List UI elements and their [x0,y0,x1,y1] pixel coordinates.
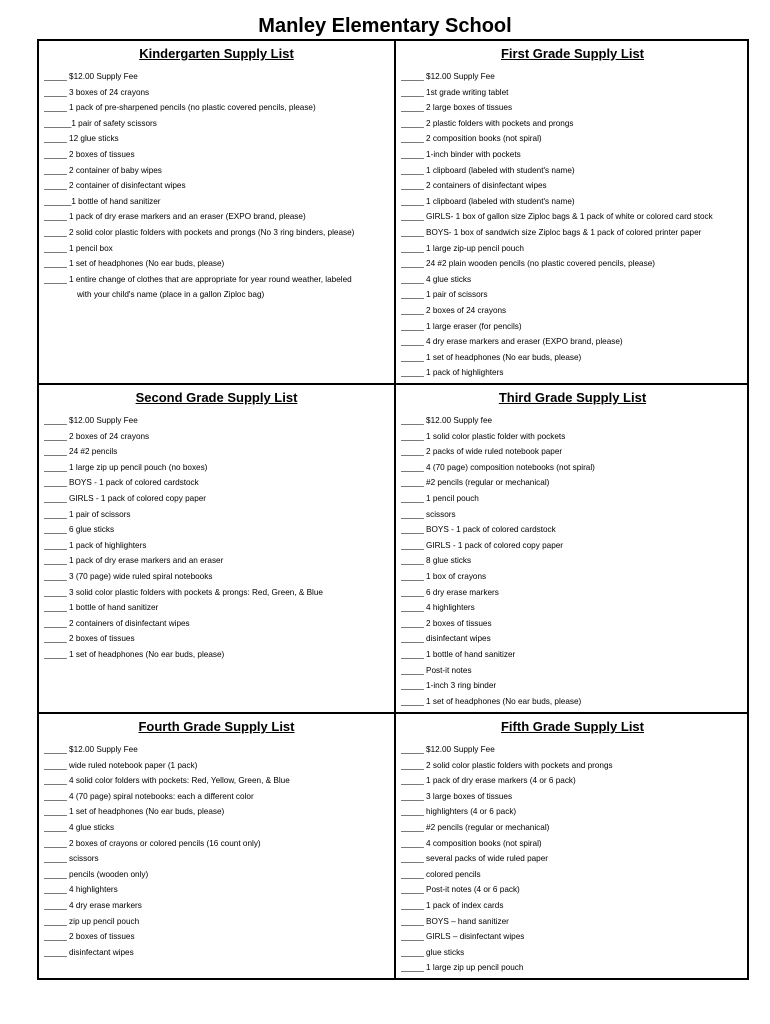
supply-list-grid [37,39,749,980]
page-title: Manley Elementary School [258,15,512,37]
supply-item: _____ $12.00 Supply Fee [44,745,138,754]
supply-item: _____ 3 solid color plastic folders with pockets & prongs: Red, Green, & Blue [44,587,323,597]
supply-item: _____ 1 pencil pouch [401,493,479,503]
supply-item: _____ 1 pack of dry erase markers (4 or 6 pack) [401,776,576,786]
supply-item: _____ $12.00 Supply Fee [44,72,138,81]
supply-item: _____ scissors [401,509,456,519]
supply-item: _____ GIRLS - 1 pack of colored copy paper [401,540,564,550]
supply-item: _____ 1 large eraser (for pencils) [401,321,522,331]
supply-item: _____ GIRLS – disinfectant wipes [401,932,525,942]
supply-item: _____ 2 composition books (not spiral) [401,134,542,144]
supply-item: _____ $12.00 Supply fee [401,416,493,425]
supply-item: _____ 2 container of disinfectant wipes [44,181,186,191]
supply-item: _____ 1 set of headphones (No ear buds, please) [44,259,225,269]
supply-item: _____ 1 set of headphones (No ear buds, please) [401,352,582,362]
supply-item: _____ 3 large boxes of tissues [401,791,513,801]
supply-item: _____ several packs of wide ruled paper [401,854,549,864]
supply-item: _____ 1 large zip up pencil pouch (no boxes) [44,462,208,472]
section-heading: First Grade Supply List [500,46,645,61]
supply-item: _____ 2 boxes of tissues [44,149,135,159]
section-heading: Third Grade Supply List [498,390,647,405]
supply-item: _____ 3 boxes of 24 crayons [44,87,150,97]
supply-item: ______1 bottle of hand sanitizer [44,196,161,206]
supply-item: _____ 1 bottle of hand sanitizer [401,649,516,659]
supply-item: _____ GIRLS- 1 box of gallon size Ziploc bags & 1 pack of white or colored card stock [401,212,713,222]
supply-item: _____ $12.00 Supply Fee [44,416,138,425]
supply-item: _____ BOYS – hand sanitizer [401,916,509,926]
supply-item: _____ 12 glue sticks [44,134,119,144]
supply-item: _____ 4 dry erase markers and eraser (EXPO brand, please) [401,337,623,347]
supply-item: _____ 1 bottle of hand sanitizer [44,603,159,613]
supply-item: _____ colored pencils [401,869,481,879]
supply-item: _____ $12.00 Supply Fee [401,745,495,754]
supply-item: _____ 2 boxes of tissues [44,932,135,942]
supply-item: _____ 2 boxes of crayons or colored pencils (16 count only) [44,838,261,848]
supply-item: _____ highlighters (4 or 6 pack) [401,807,517,817]
fourth-grade-section [39,714,396,978]
supply-item: _____ 1 clipboard (labeled with student's name) [401,165,575,175]
supply-item: _____ 1 large zip up pencil pouch [401,963,524,973]
supply-item: _____ 1 pack of pre-sharpened pencils (no plastic covered pencils, please) [44,103,316,113]
supply-item: _____ 1 set of headphones (No ear buds, please) [44,649,225,659]
supply-item: _____ 4 composition books (not spiral) [401,838,542,848]
supply-item: _____ 1 pack of highlighters [44,540,147,550]
section-heading: Fifth Grade Supply List [500,719,644,734]
supply-item: _____ 4 highlighters [44,885,118,895]
supply-items [396,742,749,976]
supply-item: _____ zip up pencil pouch [44,916,140,926]
supply-item: _____ 1 pack of index cards [401,900,504,910]
section-heading: Fourth Grade Supply List [138,719,295,734]
supply-item: _____ #2 pencils (regular or mechanical) [401,478,550,488]
supply-item: _____ 24 #2 pencils [44,447,118,457]
supply-items [39,742,394,960]
supply-item: _____ 1 pencil box [44,243,113,253]
supply-item: _____ glue sticks [401,947,465,957]
supply-item: _____ pencils (wooden only) [44,869,149,879]
supply-item: _____ 1 set of headphones (No ear buds, please) [44,807,225,817]
section-heading: Kindergarten Supply List [139,46,294,61]
supply-item: _____ 2 boxes of 24 crayons [401,305,507,315]
supply-item: _____ 6 dry erase markers [401,587,499,597]
supply-item: _____ 1 pack of dry erase markers and an eraser [44,556,224,566]
supply-item: _____ 1 pack of highlighters [401,368,504,378]
supply-item: _____ 1st grade writing tablet [401,87,509,97]
fifth-grade-section [396,714,749,978]
supply-item: _____ 1 pair of scissors [401,290,488,300]
supply-item: with your child's name (place in a gallon Ziploc bag) [77,290,265,300]
supply-item: _____ BOYS - 1 pack of colored cardstock [401,525,556,535]
supply-item: _____ 1 solid color plastic folder with pockets [401,431,566,441]
supply-item: _____ 2 large boxes of tissues [401,103,513,113]
supply-item: _____ 1-inch binder with pockets [401,149,521,159]
supply-item: _____ #2 pencils (regular or mechanical) [401,822,550,832]
supply-item: _____ 4 (70 page) spiral notebooks: each a different color [44,791,254,801]
supply-item: _____ 2 solid color plastic folders with pockets and prongs (No 3 ring binders, please) [44,227,355,237]
supply-item: _____ 1 clipboard (labeled with student's name) [401,196,575,206]
supply-item: _____ 2 boxes of 24 crayons [44,431,150,441]
supply-item: _____ 2 container of baby wipes [44,165,162,175]
supply-item: _____ $12.00 Supply Fee [401,72,495,81]
supply-item: _____ 4 glue sticks [401,274,472,284]
supply-item: _____ 2 packs of wide ruled notebook paper [401,447,563,457]
supply-item: _____ Post-it notes (4 or 6 pack) [401,885,520,895]
supply-item: _____ 4 highlighters [401,603,475,613]
supply-item: _____ 2 plastic folders with pockets and prongs [401,118,574,128]
supply-items [39,413,394,663]
supply-item: _____ 6 glue sticks [44,525,115,535]
supply-item: _____ 2 boxes of tissues [44,634,135,644]
supply-item: _____ 1-inch 3 ring binder [401,681,497,691]
supply-item: _____ 24 #2 plain wooden pencils (no plastic covered pencils, please) [401,259,655,269]
supply-item: _____ 2 solid color plastic folders with pockets and prongs [401,760,613,770]
supply-item: _____ 2 boxes of tissues [401,618,492,628]
supply-items [396,413,749,709]
supply-item: _____ disinfectant wipes [44,947,134,957]
first-grade-section [396,41,749,385]
supply-item: _____ BOYS - 1 pack of colored cardstock [44,478,199,488]
third-grade-section [396,385,749,714]
supply-item: _____ 8 glue sticks [401,556,472,566]
supply-item: _____ 2 containers of disinfectant wipes [401,181,547,191]
supply-item: _____ 1 entire change of clothes that are appropriate for year round weather, labeled [44,274,352,284]
supply-items [39,69,394,303]
supply-item: _____ wide ruled notebook paper (1 pack) [44,760,198,770]
supply-item: _____ 4 solid color folders with pockets: Red, Yellow, Green, & Blue [44,776,290,786]
supply-item: _____ 1 box of crayons [401,571,487,581]
supply-item: _____ 3 (70 page) wide ruled spiral notebooks [44,571,213,581]
second-grade-section [39,385,396,714]
kindergarten-section [39,41,396,385]
supply-item: _____ GIRLS - 1 pack of colored copy paper [44,493,207,503]
supply-item: _____ 4 dry erase markers [44,900,142,910]
supply-item: _____ 1 pair of scissors [44,509,131,519]
section-heading: Second Grade Supply List [135,390,298,405]
supply-item: _____ 4 (70 page) composition notebooks (not spiral) [401,462,595,472]
supply-item: _____ 1 large zip-up pencil pouch [401,243,524,253]
supply-item: _____ Post-it notes [401,665,472,675]
supply-item: _____ 1 set of headphones (No ear buds, please) [401,696,582,706]
supply-item: ______1 pair of safety scissors [44,118,157,128]
supply-item: _____ 2 containers of disinfectant wipes [44,618,190,628]
supply-item: _____ scissors [44,854,99,864]
supply-item: _____ disinfectant wipes [401,634,491,644]
supply-item: _____ 4 glue sticks [44,822,115,832]
supply-item: _____ 1 pack of dry erase markers and an eraser (EXPO brand, please) [44,212,306,222]
supply-items [396,69,749,381]
supply-item: _____ BOYS- 1 box of sandwich size Ziploc bags & 1 pack of colored printer paper [401,227,702,237]
